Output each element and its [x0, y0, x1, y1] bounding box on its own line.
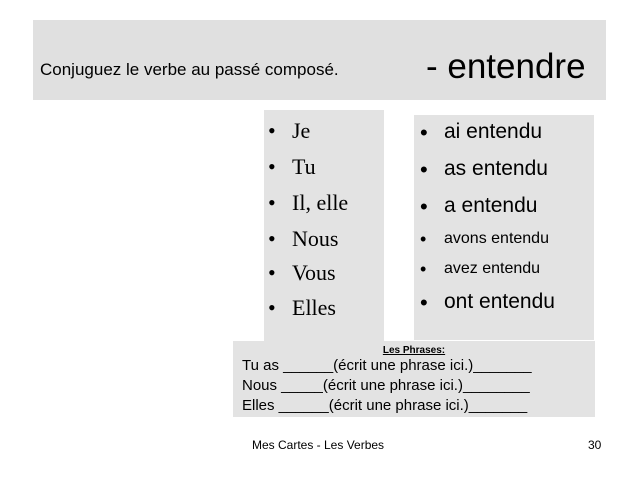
bullet: • — [420, 229, 427, 249]
bullet: • — [268, 118, 276, 143]
bullet: • — [420, 290, 428, 315]
bullet: • — [268, 260, 276, 285]
bullet: • — [268, 226, 276, 251]
conjugation-text: a entendu — [444, 194, 538, 217]
pronoun-text: Nous — [292, 226, 339, 251]
bullet: • — [268, 295, 276, 320]
phrase-line: Nous _____(écrit une phrase ici.)________ — [242, 377, 530, 394]
bullet: • — [268, 154, 276, 179]
conjugation-box — [414, 115, 594, 340]
phrases-heading: Les Phrases: — [382, 345, 446, 356]
phrase-line: Tu as ______(écrit une phrase ici.)_______ — [242, 357, 532, 374]
bullet: • — [420, 194, 428, 219]
conjugation-text: as entendu — [444, 157, 548, 180]
title-bar — [33, 20, 606, 100]
phrase-line: Elles ______(écrit une phrase ici.)_______ — [242, 397, 528, 414]
pronoun-box — [264, 110, 384, 342]
page-number: 30 — [588, 438, 602, 452]
verb-title: - entendre — [426, 47, 586, 86]
pronoun-text: Elles — [292, 295, 336, 320]
pronoun-text: Je — [292, 118, 311, 143]
bullet: • — [268, 190, 276, 215]
footer-label: Mes Cartes - Les Verbes — [252, 438, 385, 452]
bullet: • — [420, 157, 428, 182]
pronoun-text: Il, elle — [292, 190, 349, 215]
pronoun-text: Tu — [292, 154, 316, 179]
pronoun-text: Vous — [292, 260, 336, 285]
bullet: • — [420, 120, 428, 145]
conjugation-text: avons entendu — [444, 230, 549, 247]
conjugation-text: avez entendu — [444, 260, 541, 277]
conjugation-text: ont entendu — [444, 290, 555, 313]
phrases-box — [233, 341, 595, 417]
bullet: • — [420, 259, 427, 279]
instruction-text: Conjuguez le verbe au passé composé. — [40, 60, 339, 79]
conjugation-text: ai entendu — [444, 120, 543, 143]
